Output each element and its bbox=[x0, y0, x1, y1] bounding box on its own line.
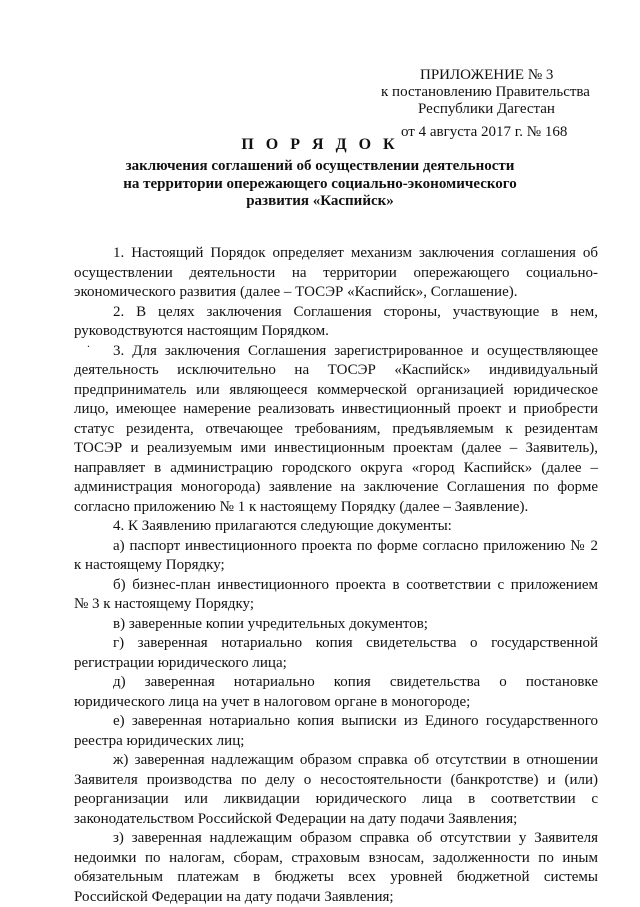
paragraph-line: 4. К Заявлению прилагаются следующие документы: bbox=[74, 517, 598, 537]
document-body bbox=[74, 244, 598, 907]
appendix-label: ПРИЛОЖЕНИЕ № 3 bbox=[420, 66, 553, 84]
paragraph-line: з) заверенная надлежащим образом справка об отсутствии у Заявителя bbox=[74, 829, 598, 849]
paragraph bbox=[74, 537, 598, 576]
paragraph bbox=[74, 673, 598, 712]
paragraph-line: б) бизнес-план инвестиционного проекта в соответствии с приложением bbox=[74, 576, 598, 596]
paragraph-line: 1. Настоящий Порядок определяет механизм заключения соглашения об bbox=[74, 244, 598, 264]
paragraph bbox=[74, 576, 598, 615]
paragraph-line: 3. Для заключения Соглашения зарегистрированное и осуществляющее bbox=[74, 342, 598, 362]
document-subtitle-line-3: развития «Каспийск» bbox=[0, 192, 640, 210]
paragraph bbox=[74, 517, 598, 537]
paragraph-line: руководствуются настоящим Порядком. bbox=[74, 322, 598, 342]
paragraph-line: законодательством Российской Федерации на дату подачи Заявления; bbox=[74, 810, 598, 830]
paragraph-line: предприниматель или являющееся коммерческой организацией юридическое bbox=[74, 381, 598, 401]
paragraph-line: обязательным платежам в бюджеты всех уровней бюджетной системы bbox=[74, 868, 598, 888]
paragraph-line: Заявителя производства по делу о несостоятельности (банкротстве) и (или) bbox=[74, 771, 598, 791]
paragraph-line: экономического развития (далее – ТОСЭР «Каспийск», Соглашение). bbox=[74, 283, 598, 303]
paragraph-line: направляет в администрацию городского округа «город Каспийск» (далее – bbox=[74, 459, 598, 479]
paragraph-line: осуществлении деятельности на территории опережающего социально- bbox=[74, 264, 598, 284]
paragraph-line: деятельность исключительно на ТОСЭР «Каспийск» индивидуальный bbox=[74, 361, 598, 381]
paragraph-line: администрация моногорода) заявление на заключение Соглашения по форме bbox=[74, 478, 598, 498]
paragraph-line: в) заверенные копии учредительных документов; bbox=[74, 615, 598, 635]
paragraph-line: реорганизации или ликвидации юридического лица в соответствии с bbox=[74, 790, 598, 810]
document-title: П О Р Я Д О К bbox=[0, 136, 640, 154]
paragraph bbox=[74, 615, 598, 635]
paragraph-line: г) заверенная нотариально копия свидетельства о государственной bbox=[74, 634, 598, 654]
document-subtitle-line-1: заключения соглашений об осуществлении деятельности bbox=[0, 157, 640, 175]
paragraph bbox=[74, 342, 598, 518]
paragraph-line: а) паспорт инвестиционного проекта по форме согласно приложению № 2 bbox=[74, 537, 598, 557]
paragraph-line: лицо, имеющее намерение реализовать инвестиционный проект и приобрести bbox=[74, 400, 598, 420]
paragraph-line: № 3 к настоящему Порядку; bbox=[74, 595, 598, 615]
paragraph-line: реестра юридических лиц; bbox=[74, 732, 598, 752]
paragraph bbox=[74, 303, 598, 342]
resolution-reference: к постановлению Правительства bbox=[381, 83, 590, 101]
paragraph-line: Российской Федерации на дату подачи Заявления; bbox=[74, 888, 598, 907]
paragraph-line: к настоящему Порядку; bbox=[74, 556, 598, 576]
paragraph bbox=[74, 712, 598, 751]
paragraph-line: ТОСЭР и реализуемым ими инвестиционным проектам (далее – Заявитель), bbox=[74, 439, 598, 459]
paragraph bbox=[74, 634, 598, 673]
paragraph bbox=[74, 244, 598, 303]
republic-name: Республики Дагестан bbox=[418, 100, 555, 118]
paragraph-line: недоимки по налогам, сборам, страховым взносам, задолженности по иным bbox=[74, 849, 598, 869]
resolution-date-number: от 4 августа 2017 г. № 168 bbox=[401, 123, 567, 141]
scan-speck: . bbox=[87, 336, 90, 351]
paragraph-line: согласно приложению № 1 к настоящему Порядку (далее – Заявление). bbox=[74, 498, 598, 518]
paragraph bbox=[74, 751, 598, 829]
paragraph-line: е) заверенная нотариально копия выписки из Единого государственного bbox=[74, 712, 598, 732]
paragraph-line: статус резидента, отвечающее требованиям, предъявляемым к резидентам bbox=[74, 420, 598, 440]
paragraph-line: юридического лица на учет в налоговом органе в моногороде; bbox=[74, 693, 598, 713]
paragraph bbox=[74, 829, 598, 907]
paragraph-line: д) заверенная нотариально копия свидетельства о постановке bbox=[74, 673, 598, 693]
paragraph-line: регистрации юридического лица; bbox=[74, 654, 598, 674]
paragraph-line: 2. В целях заключения Соглашения стороны, участвующие в нем, bbox=[74, 303, 598, 323]
paragraph-line: ж) заверенная надлежащим образом справка об отсутствии в отношении bbox=[74, 751, 598, 771]
document-subtitle-line-2: на территории опережающего социально-экономического bbox=[0, 175, 640, 193]
